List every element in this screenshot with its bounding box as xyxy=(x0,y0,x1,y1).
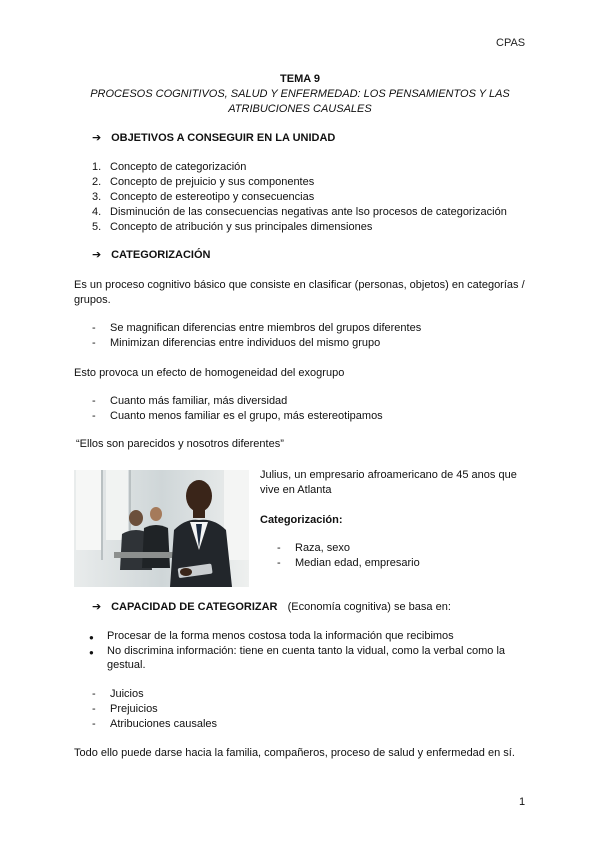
julius-categories-list xyxy=(277,541,420,571)
page-subtitle: PROCESOS COGNITIVOS, SALUD Y ENFERMEDAD: LOS PENSAMIENTOS Y LAS ATRIBUCIONES CAUSALES xyxy=(90,88,510,115)
list-item: 5. Concepto de atribución y sus principales dimensiones xyxy=(92,221,373,233)
list-item: ● No discrimina información: tiene en cuenta tanto la vidual, como la verbal como la gestual. xyxy=(89,644,506,671)
list-item: 1. Concepto de categorización xyxy=(92,161,247,173)
header-label: CPAS xyxy=(496,37,526,49)
quote-text: “Ellos son parecidos y nosotros diferentes” xyxy=(76,438,284,450)
capacity-dash-list xyxy=(92,687,217,732)
julius-description: Julius, un empresario afroamericano de 45 anos que vive en Atlanta xyxy=(260,469,517,496)
list-item: - Cuanto más familiar, más diversidad xyxy=(92,395,288,407)
list-item: - Atribuciones causales xyxy=(92,718,218,730)
section-heading-rest: (Economía cognitiva) se basa en: xyxy=(287,601,451,613)
section-heading-text: CAPACIDAD DE CATEGORIZAR xyxy=(111,601,278,613)
objectives-list xyxy=(92,160,507,235)
capacity-bullet-list xyxy=(89,629,529,673)
list-item: - Prejuicios xyxy=(92,703,158,715)
julius-heading: Categorización: xyxy=(260,514,343,526)
page-title: TEMA 9 xyxy=(280,73,320,85)
arrow-icon: ➔ xyxy=(92,601,102,613)
bullet-icon: ● xyxy=(89,647,94,657)
list-item: - Median edad, empresario xyxy=(277,557,420,569)
closing-text: Todo ello puede darse hacia la familia, compañeros, proceso de salud y enfermedad en sí. xyxy=(74,747,515,759)
categorization-intro: Es un proceso cognitivo básico que consiste en clasificar (personas, objetos) en categorías / grupos. xyxy=(74,279,525,306)
arrow-icon: ➔ xyxy=(92,249,102,261)
section-heading-objetivos xyxy=(92,131,335,144)
section-heading-text: OBJETIVOS A CONSEGUIR EN LA UNIDAD xyxy=(111,132,336,144)
magnify-list xyxy=(92,321,421,351)
list-item: ● Procesar de la forma menos costosa toda la información que recibimos xyxy=(89,629,529,644)
section-heading-categorizacion xyxy=(92,248,210,261)
list-item: - Se magnifican diferencias entre miembros del grupos diferentes xyxy=(92,322,422,334)
list-item: - Cuanto menos familiar es el grupo, más estereotipamos xyxy=(92,410,383,422)
list-item: 4. Disminución de las consecuencias negativas ante lso procesos de categorización xyxy=(92,206,507,218)
list-item: 3. Concepto de estereotipo y consecuencias xyxy=(92,191,315,203)
page-number: 1 xyxy=(519,796,526,808)
list-item: - Juicios xyxy=(92,688,144,700)
section-heading-capacidad xyxy=(92,600,451,613)
list-item: 2. Concepto de prejuicio y sus componentes xyxy=(92,176,315,188)
effect-text: Esto provoca un efecto de homogeneidad del exogrupo xyxy=(74,367,345,379)
arrow-icon: ➔ xyxy=(92,132,102,144)
businessman-photo xyxy=(74,470,249,587)
list-item: - Minimizan diferencias entre individuos del mismo grupo xyxy=(92,337,381,349)
bullet-icon: ● xyxy=(89,633,94,642)
familiarity-list xyxy=(92,394,383,424)
section-heading-text: CATEGORIZACIÓN xyxy=(111,249,211,261)
list-item: - Raza, sexo xyxy=(277,542,351,554)
